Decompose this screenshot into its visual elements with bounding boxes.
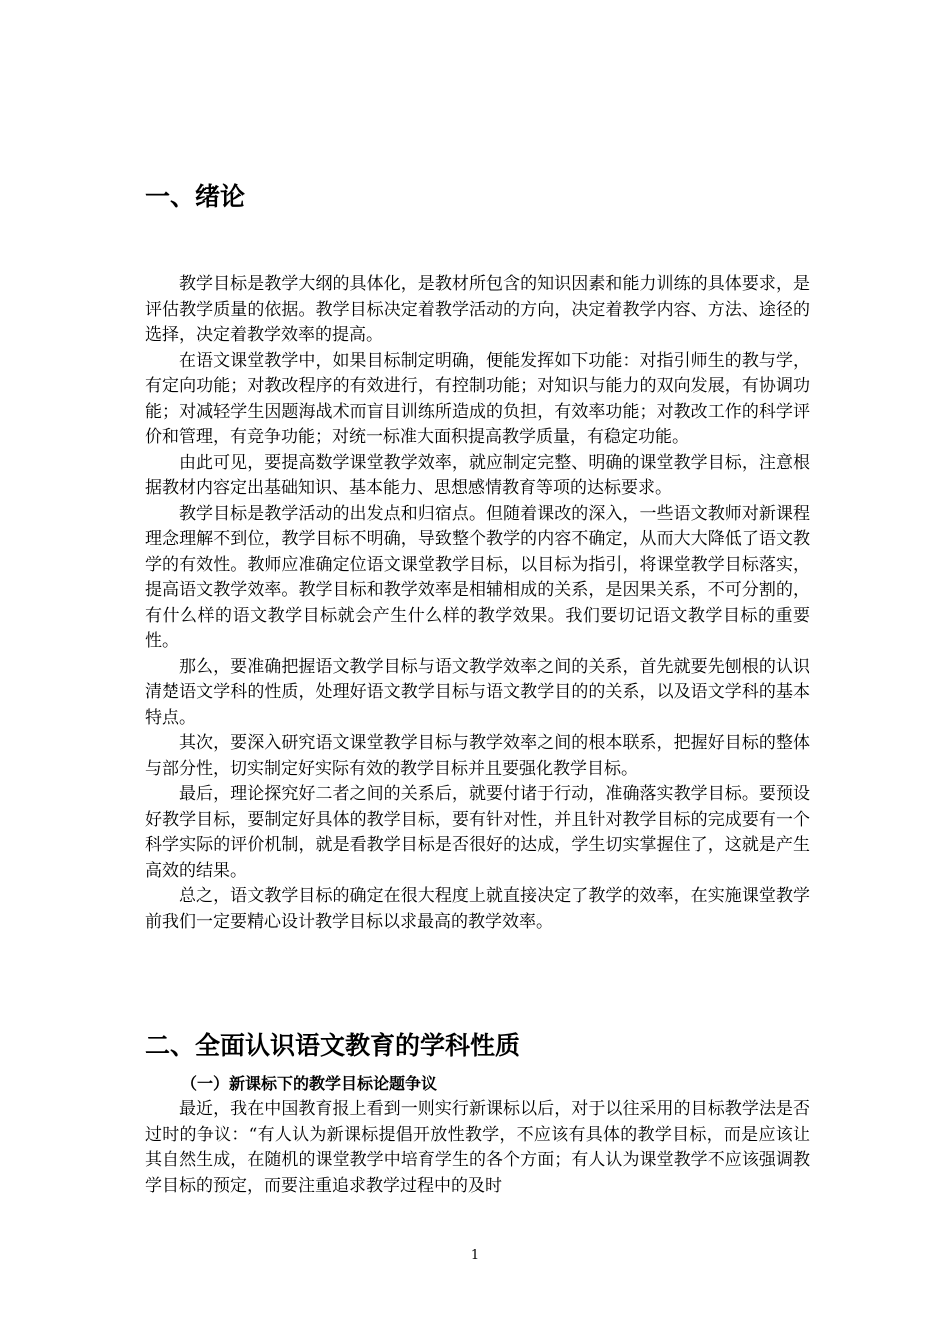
- paragraph: 其次，要深入研究语文课堂教学目标与教学效率之间的根本联系，把握好目标的整体与部分性，切实制定好实际有效的教学目标并且要强化教学目标。: [145, 733, 810, 779]
- subsection-heading: （一）新课标下的教学目标论题争议: [181, 1074, 438, 1093]
- paragraph: 那么，要准确把握语文教学目标与语文教学效率之间的关系，首先就要先刨根的认识清楚语文学科的性质，处理好语文教学目标与语文教学目的的关系，以及语文学科的基本特点。: [145, 656, 810, 728]
- page-number: 1: [470, 1248, 480, 1263]
- paragraph: 由此可见，要提高数学课堂教学效率，就应制定完整、明确的课堂教学目标，注意根据教材内容定出基础知识、基本能力、思想感情教育等项的达标要求。: [145, 452, 810, 498]
- paragraph: 教学目标是教学活动的出发点和归宿点。但随着课改的深入，一些语文教师对新课程理念理解不到位，教学目标不明确，导致整个教学的内容不确定，从而大大降低了语文教学的有效性。教师应准确定位语文课堂教学目标，以目标为指引，将课堂教学目标落实，提高语文教学效率。教学目标和教学效率是相辅相成的关系，是因果关系，不可分割的，有什么样的语文教学目标就会产生什么样的教学效果。我们要切记语文教学目标的重要性。: [145, 503, 810, 651]
- paragraph: 最近，我在中国教育报上看到一则实行新课标以后，对于以往采用的目标教学法是否过时的争议：“有人认为新课标提倡开放性教学，不应该有具体的教学目标，而是应该让其自然生成，在随机的课堂教学中培育学生的各个方面；有人认为课堂教学不应该强调教学目标的预定，而要注重追求教学过程中的及时: [145, 1099, 810, 1196]
- section-body-subject-nature: [145, 1097, 810, 1199]
- section-heading-introduction: 一、绪论: [145, 182, 246, 211]
- section-heading-subject-nature: 二、全面认识语文教育的学科性质: [145, 1031, 521, 1060]
- paragraph: 在语文课堂教学中，如果目标制定明确，便能发挥如下功能：对指引师生的教与学，有定向功能；对教改程序的有效进行，有控制功能；对知识与能力的双向发展，有协调功能；对减轻学生因题海战术而盲目训练所造成的负担，有效率功能；对教改工作的科学评价和管理，有竞争功能；对统一标准大面积提高教学质量，有稳定功能。: [145, 350, 810, 447]
- paragraph: 总之，语文教学目标的确定在很大程度上就直接决定了教学的效率，在实施课堂教学前我们一定要精心设计教学目标以求最高的教学效率。: [145, 886, 810, 932]
- section-body-introduction: [145, 272, 810, 935]
- paragraph: 教学目标是教学大纲的具体化，是教材所包含的知识因素和能力训练的具体要求，是评估教学质量的依据。教学目标决定着教学活动的方向，决定着教学内容、方法、途径的选择，决定着教学效率的提高。: [145, 274, 810, 345]
- paragraph: 最后，理论探究好二者之间的关系后，就要付诸于行动，准确落实教学目标。要预设好教学目标，要制定好具体的教学目标，要有针对性，并且针对教学目标的完成要有一个科学实际的评价机制，就是看教学目标是否很好的达成，学生切实掌握住了，这就是产生高效的结果。: [145, 784, 810, 881]
